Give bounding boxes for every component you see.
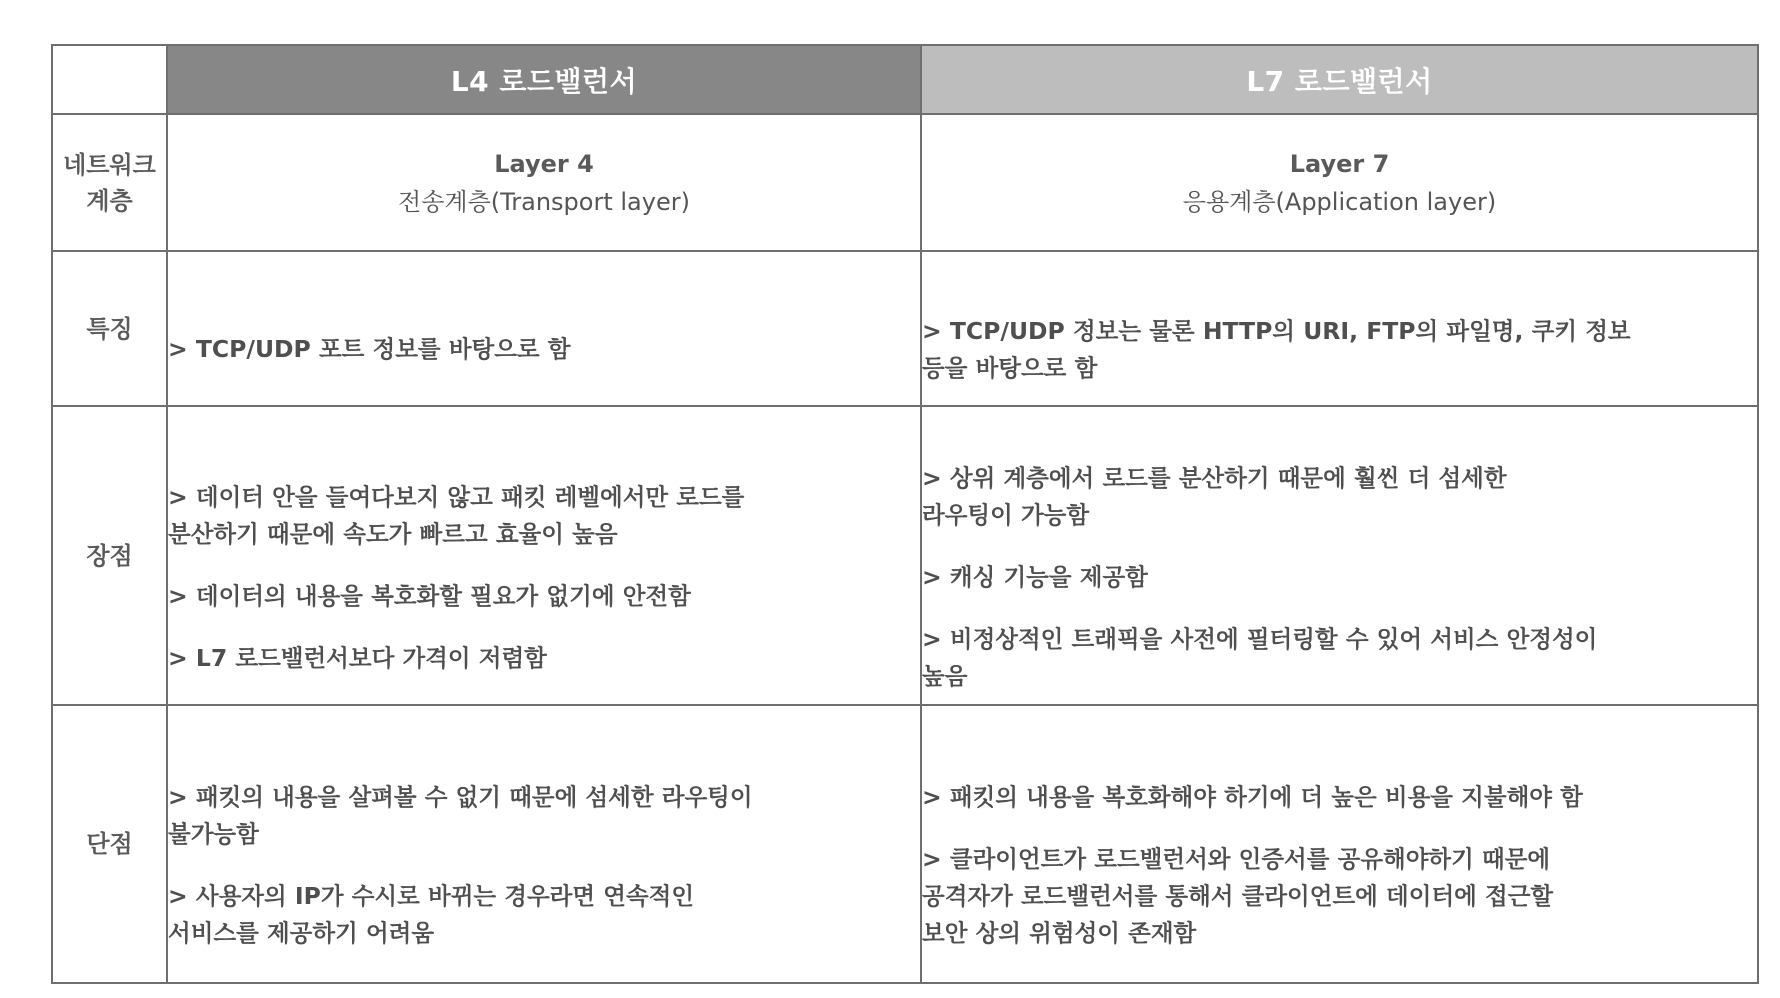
bullet-line: > 클라이언트가 로드밸런서와 인증서를 공유해야하기 때문에 [922, 844, 1551, 873]
l7-layer-description: 응용계층(Application layer) [1182, 187, 1497, 216]
network-layer-row [52, 114, 1758, 251]
bullet-line: > 패킷의 내용을 살펴볼 수 없기 때문에 섬세한 라우팅이 [168, 782, 753, 811]
bullet-item [922, 559, 1757, 596]
bullet-item [168, 479, 920, 553]
header-row [52, 45, 1758, 114]
l4-network-layer-cell [167, 114, 921, 251]
l7-feature-list [922, 271, 1757, 387]
l4-feature-cell [167, 251, 921, 406]
l7-cons-cell [921, 705, 1758, 983]
row-label-network-layer [52, 114, 167, 251]
cons-row [52, 705, 1758, 983]
bullet-item [168, 878, 920, 952]
bullet-item [168, 578, 920, 615]
bullet-line: 서비스를 제공하기 어려움 [168, 918, 435, 947]
bullet-line: 보안 상의 위험성이 존재함 [922, 918, 1197, 947]
l4-layer-description: 전송계층(Transport layer) [398, 187, 690, 216]
bullet-line: > 데이터의 내용을 복호화할 필요가 없기에 안전함 [168, 581, 691, 610]
bullet-line: > 데이터 안을 들여다보지 않고 패킷 레벨에서만 로드를 [168, 482, 745, 511]
row-label-line: 네트워크 [63, 150, 156, 179]
row-label-line: 계층 [86, 186, 133, 215]
bullet-line: > 캐싱 기능을 제공함 [922, 563, 1148, 591]
bullet-line: 등을 바탕으로 함 [922, 353, 1098, 382]
bullet-line: > 비정상적인 트래픽을 사전에 필터링할 수 있어 서비스 안정성이 [922, 625, 1598, 653]
bullet-line: > 패킷의 내용을 복호화해야 하기에 더 높은 비용을 지불해야 함 [922, 782, 1583, 811]
l7-network-layer-cell [921, 114, 1758, 251]
bullet-line: > TCP/UDP 정보는 물론 HTTP의 URI, FTP의 파일명, 쿠키 정보 [922, 316, 1631, 345]
l4-cons-list [168, 737, 920, 952]
bullet-item [922, 621, 1757, 695]
bullet-line: > 상위 계층에서 로드를 분산하기 때문에 훨씬 더 섬세한 [922, 464, 1507, 492]
l4-feature-list [168, 289, 920, 368]
l4-cons-cell [167, 705, 921, 983]
row-label-cons: 단점 [52, 705, 167, 983]
bullet-item [168, 779, 920, 853]
l7-cons-list [922, 737, 1757, 952]
l7-feature-cell [921, 251, 1758, 406]
bullet-item [922, 779, 1757, 816]
bullet-line: > TCP/UDP 포트 정보를 바탕으로 함 [168, 335, 571, 363]
row-label-feature: 특징 [52, 251, 167, 406]
l7-pros-list [922, 416, 1757, 695]
l7-pros-cell [921, 406, 1758, 705]
bullet-item [922, 460, 1757, 534]
feature-row [52, 251, 1758, 406]
row-label-pros: 장점 [52, 406, 167, 705]
bullet-line: > L7 로드밸런서보다 가격이 저렴함 [168, 643, 547, 672]
bullet-line: > 사용자의 IP가 수시로 바뀌는 경우라면 연속적인 [168, 881, 695, 910]
l4-layer-name: Layer 4 [494, 149, 594, 178]
bullet-item [168, 640, 920, 677]
bullet-line: 공격자가 로드밸런서를 통해서 클라이언트에 데이터에 접근할 [922, 881, 1554, 910]
bullet-item [922, 313, 1757, 387]
bullet-item [168, 331, 920, 368]
bullet-item [922, 841, 1757, 952]
bullet-line: 불가능함 [168, 819, 259, 848]
l4-pros-cell [167, 406, 921, 705]
header-l7: L7 로드밸런서 [921, 45, 1758, 114]
pros-row [52, 406, 1758, 705]
bullet-line: 높음 [922, 662, 968, 690]
header-l4: L4 로드밸런서 [167, 45, 921, 114]
header-corner-cell [52, 45, 167, 114]
bullet-line: 라우팅이 가능함 [922, 501, 1090, 529]
l7-layer-name: Layer 7 [1289, 149, 1390, 178]
bullet-line: 분산하기 때문에 속도가 빠르고 효율이 높음 [168, 519, 618, 548]
l4-pros-list [168, 435, 920, 677]
comparison-table [51, 44, 1759, 984]
